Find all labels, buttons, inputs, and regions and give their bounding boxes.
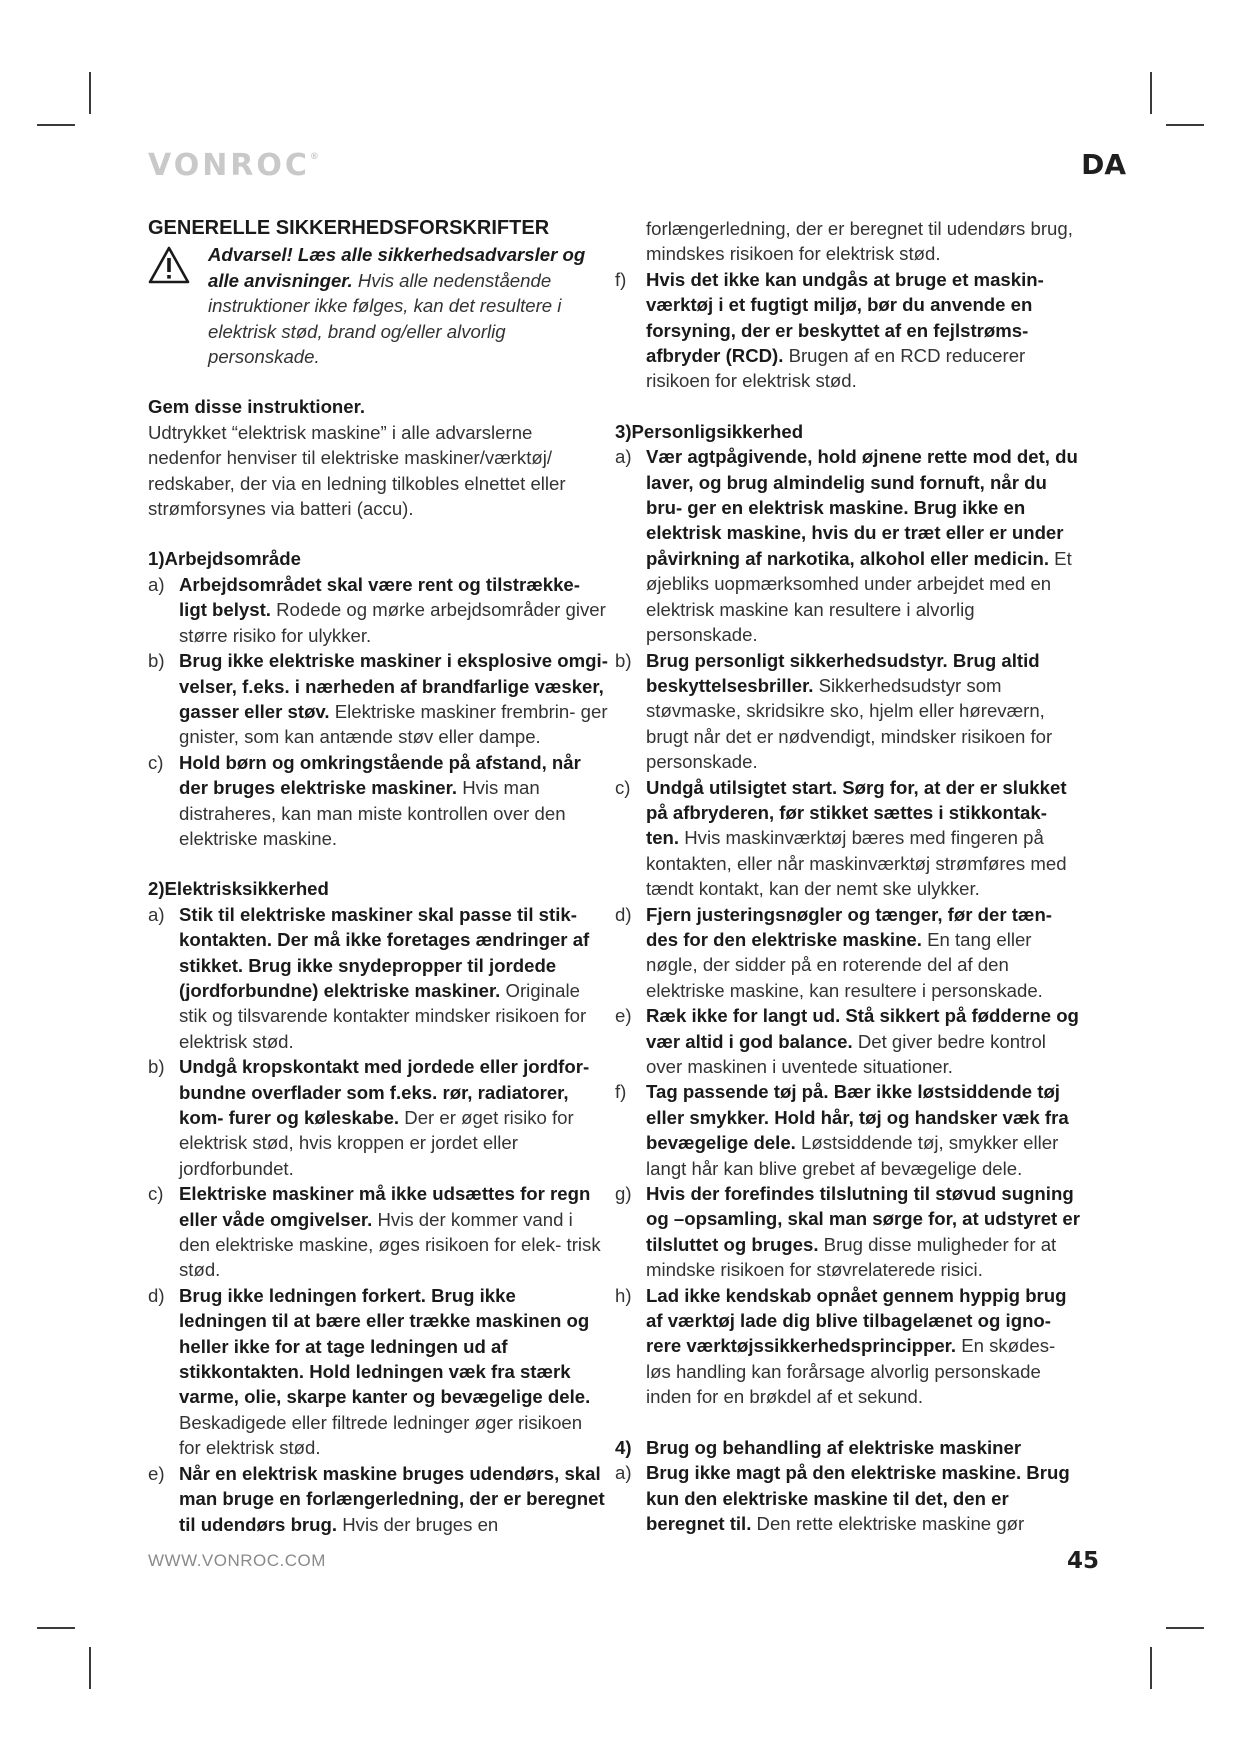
warning-block [148, 242, 608, 369]
warning-text [208, 242, 608, 369]
crop-mark [37, 1627, 75, 1629]
page-number: 45 [1066, 1548, 1099, 1574]
list-item: b) Undgå kropskontakt med jordede eller jordfor- bundne overflader som f.eks. rør, radiatorer, kom- furer og køleskabe. Der er øget risiko for elektrisk stød, hvis kroppen er jordet eller jordforbundet. [148, 1056, 590, 1179]
list-item: g) Hvis der forefindes tilslutning til støvud sugning og –opsamling, skal man sørge for, at udstyret er tilsluttet og bruges. Brug disse muligheder for at mindske risikoen for støvrelaterede risici. [615, 1183, 1080, 1281]
warning-bold: Advarsel! Læs alle sikkerhedsadvarsler og alle anvisninger. [208, 244, 586, 291]
crop-mark [1166, 1627, 1204, 1629]
warning-body: Hvis alle nedenstående instruktioner ikke følges, kan det resultere i elektrisk stød, brand og/eller alvorlig personskade. [208, 269, 562, 368]
list-item: a) Arbejdsområdet skal være rent og tilstrække- ligt belyst. Rodede og mørke arbejdsområder giver større risiko for ulykker. [148, 573, 606, 646]
subsection-title-electrical: 2)Elektrisksikkerhed [148, 878, 329, 900]
list-item: e) Når en elektrisk maskine bruges udendørs, skal man bruge en forlængerledning, der er beregnet til udendørs brug. Hvis der bruges en [148, 1462, 605, 1535]
keep-instructions-title: Gem disse instruktioner. [148, 396, 365, 418]
crop-mark [1166, 124, 1204, 126]
list-item: a) Brug ikke magt på den elektriske maskine. Brug kun den elektriske maskine til det, den er beregnet til. Den rette elektriske maskine gør [615, 1462, 1070, 1534]
crop-mark [1150, 1647, 1152, 1689]
section-title: GENERELLE SIKKERHEDSFORSKRIFTER [148, 217, 550, 239]
crop-mark [89, 72, 91, 114]
list-item: c) Undgå utilsigtet start. Sørg for, at der er slukket på afbryderen, før stikket sættes i stikkontak- ten. Hvis maskinværktøj bæres med fingeren på kontakten, eller når maskinværktøj strømføres med tændt kontakt, kan der nemt ske ulykker. [615, 776, 1067, 900]
list-item: c) Elektriske maskiner må ikke udsættes for regn eller våde omgivelser. Hvis der kommer vand i den elektriske maskine, øges risikoen for elek- trisk stød. [148, 1183, 601, 1281]
list-item: b) Brug personligt sikkerhedsudstyr. Brug altid beskyttelsesbriller. Sikkerhedsudstyr som støvmaske, skridsikre sko, hjelm eller høreværn, brugt når det er nødvendigt, mindsker risikoen for personskade. [615, 649, 1053, 773]
crop-mark [37, 124, 75, 126]
list-item: h) Lad ikke kendskab opnået gennem hyppig brug af værktøj lade dig blive tilbagelænet og igno- rere værktøjssikkerhedsprincipper. En skødes- løs handling kan forårsage alvorlig personskade inden for en brøkdel af et sekund. [615, 1284, 1067, 1408]
language-code: DA [1081, 148, 1126, 181]
continued-text: forlængerledning, der er beregnet til udendørs brug, mindskes risikoen for elektrisk stød. [646, 218, 1073, 265]
list-item: a) Vær agtpågivende, hold øjnene rette mod det, du laver, og brug almindelig sund fornuft, når du bru- ger en elektrisk maskine. Brug ikke en elektrisk maskine, hvis du er træt eller er under påvirkning af narkotika, alkohol eller medicin. Et øjebliks uopmærksomhed under arbejdet med en elektrisk maskine kan resultere i alvorlig personskade. [615, 446, 1078, 646]
subsection-title-personal: 3)Personligsikkerhed [615, 420, 804, 442]
list-item: e) Ræk ikke for langt ud. Stå sikkert på fødderne og vær altid i god balance. Det giver bedre kontrol over maskinen i uventede situationer. [615, 1005, 1079, 1077]
list-item: a) Stik til elektriske maskiner skal passe til stik- kontakten. Der må ikke foretages ændringer af stikket. Brug ikke snydepropper til jordede (jordforbundne) elektriske maskiner. Originale stik og tilsvarende kontakter mindsker risikoen for elektrisk stød. [148, 903, 590, 1052]
right-column [615, 216, 1081, 1536]
crop-mark [1150, 72, 1152, 114]
intro-paragraph: Udtrykket “elektrisk maskine” i alle advarslerne nedenfor henviser til elektriske maskiner/værktøj/ redskaber, der via en ledning tilkobles elnettet eller strømforsynes via batteri (accu). [148, 421, 566, 520]
list-item: c) Hold børn og omkringstående på afstand, når der bruges elektriske maskiner. Hvis man distraheres, kan man miste kontrollen over den elektriske maskine. [148, 751, 581, 849]
list-item: d) Brug ikke ledningen forkert. Brug ikke ledningen til at bære eller trække maskinen og heller ikke for at tage ledningen ud af stikkontakten. Hold ledningen væk fra stærk varme, olie, skarpe kanter og bevægelige dele. Beskadigede eller filtrede ledninger øger risikoen for elektrisk stød. [148, 1284, 591, 1459]
brand-logo: VONROC® [148, 148, 319, 183]
list-item: d) Fjern justeringsnøgler og tænger, før der tæn- des for den elektriske maskine. En tang eller nøgle, der sidder på en roterende del af den elektriske maskine, kan resultere i personskade. [615, 903, 1052, 1001]
list-item: f) Hvis det ikke kan undgås at bruge et maskin- værktøj i et fugtigt miljø, bør du anvende en forsyning, der er beskyttet af en fejlstrøms- afbryder (RCD). Brugen af en RCD reducerer risikoen for elektrisk stød. [615, 268, 1044, 392]
subsection-title-use-care: 4) Brug og behandling af elektriske maskiner [615, 1436, 1022, 1458]
list-item: f) Tag passende tøj på. Bær ikke løstsiddende tøj eller smykker. Hold hår, tøj og handsker væk fra bevægelige dele. Løstsiddende tøj, smykker eller langt hår kan blive grebet af bevægelige dele. [615, 1081, 1069, 1179]
warning-triangle-icon [148, 242, 208, 369]
crop-mark [89, 1647, 91, 1689]
left-column [148, 216, 608, 1537]
subsection-title-work-area: 1)Arbejdsområde [148, 548, 301, 570]
list-item: b) Brug ikke elektriske maskiner i eksplosive omgi- velser, f.eks. i nærheden af brandfarlige væsker, gasser eller støv. Elektriske maskiner frembrin- ger gnister, som kan antænde støv eller dampe. [148, 650, 608, 748]
footer-url: WWW.VONROC.COM [148, 1551, 326, 1570]
